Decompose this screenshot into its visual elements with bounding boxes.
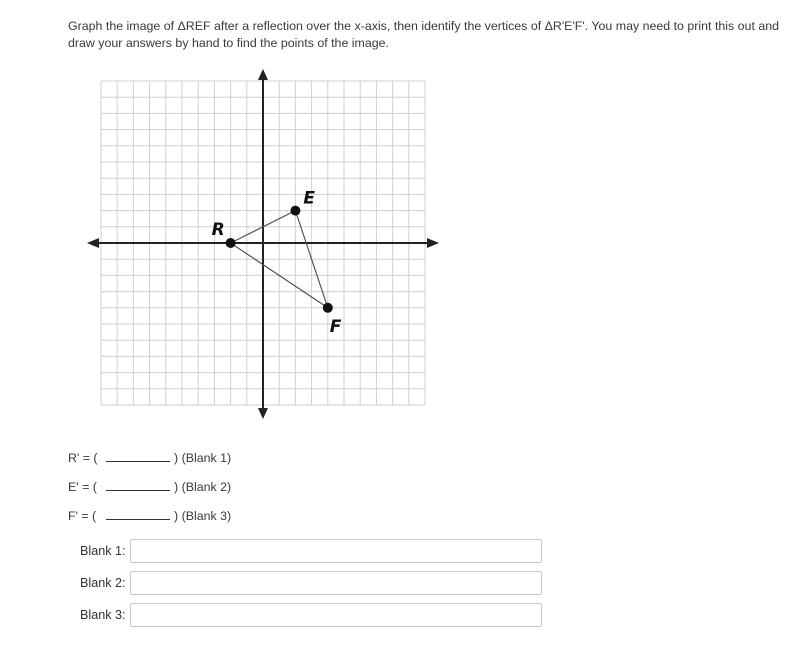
answer-line-r [68,451,231,465]
y-axis-up-arrow [258,69,268,80]
vertex-e-point [290,206,300,216]
blank-row-1 [80,539,542,563]
question-text: Graph the image of ΔREF after a reflection over the x-axis, then identify the vertices of ΔR'E'F'. You may need to print this out and draw your answers by hand to find the points of the image. [68,19,780,50]
blank-row-3 [80,603,542,627]
answer-prefix: R' = ( [68,451,98,465]
blank-row-2 [80,571,542,595]
answer-line-f [68,509,231,523]
answer-prefix: E' = ( [68,480,97,494]
vertex-e-label: E [303,188,316,209]
blank-2-input[interactable] [130,571,542,595]
answer-prefix: F' = ( [68,509,97,523]
vertex-f-point [323,303,333,313]
y-axis-down-arrow [258,408,268,419]
answer-suffix: ) (Blank 2) [174,480,232,494]
vertex-r-point [226,238,236,248]
blank-label: Blank 1: [80,544,126,558]
answer-line-e [68,480,231,494]
x-axis-left-arrow [87,238,99,248]
blank-1-input[interactable] [130,539,542,563]
answer-blank-line [106,451,170,462]
vertex-r-label: R [211,220,225,240]
answer-blank-line [106,480,170,491]
answer-suffix: ) (Blank 1) [174,451,232,465]
answer-blank-line [106,509,170,520]
vertex-f-label: F [329,316,342,337]
answer-suffix: ) (Blank 3) [174,509,232,523]
x-axis-right-arrow [427,238,439,248]
axes [87,69,439,419]
blank-3-input[interactable] [130,603,542,627]
blank-label: Blank 3: [80,608,126,622]
blank-label: Blank 2: [80,576,126,590]
